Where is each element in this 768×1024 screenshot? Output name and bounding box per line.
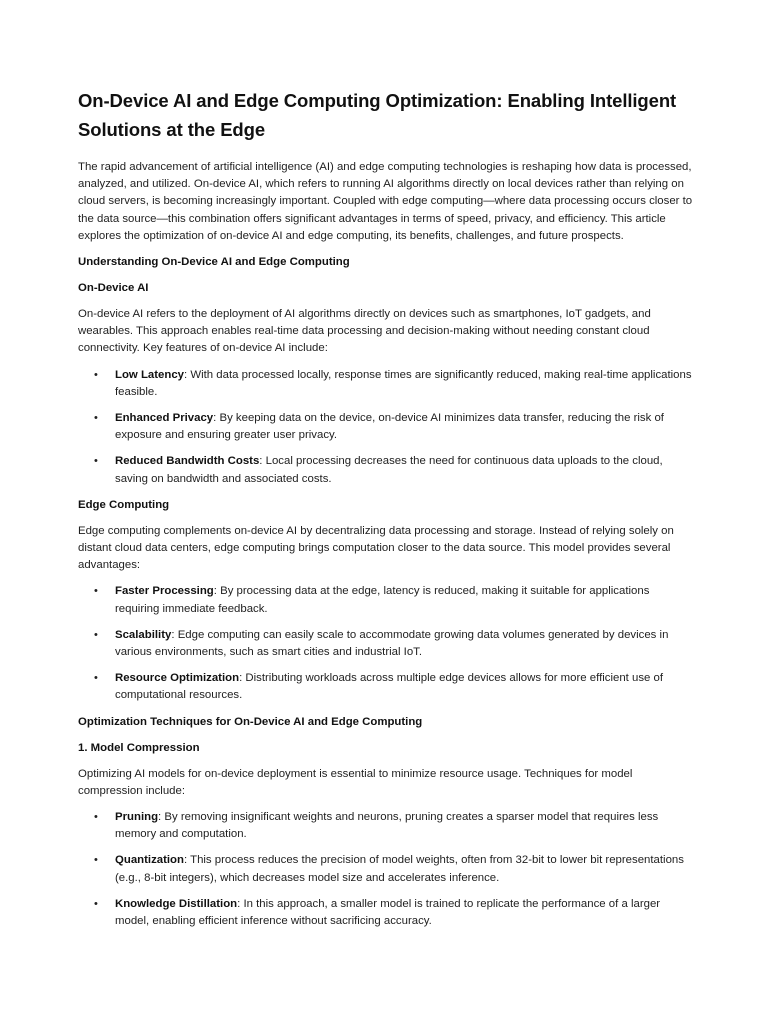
list-item-term: Resource Optimization (115, 672, 240, 685)
edge-computing-paragraph: Edge computing complements on-device AI by decentralizing data processing and storage. Instead of relying solely on distant cloud data centers, edge computing brings computation closer to the data source. This model provides several advantages: (78, 524, 674, 572)
section-heading-understanding: Understanding On-Device AI and Edge Computing (78, 256, 350, 269)
list-item (78, 627, 696, 661)
edge-computing-advantage-list (78, 583, 696, 704)
subheading-on-device-ai: On-Device AI (78, 282, 149, 295)
bullet-icon: • (94, 811, 98, 824)
list-item-description: : By removing insignificant weights and neurons, pruning creates a sparser model that requires less memory and computation. (115, 811, 659, 841)
list-item (78, 367, 696, 401)
model-compression-paragraph: Optimizing AI models for on-device deployment is essential to minimize resource usage. Techniques for model compression include: (78, 767, 633, 797)
model-compression-technique-list (78, 809, 696, 930)
list-item-description: : This process reduces the precision of model weights, often from 32-bit to lower bit representations (e.g., 8-bit integers), which decreases model size and accelerates inference. (115, 854, 684, 884)
on-device-ai-paragraph: On-device AI refers to the deployment of AI algorithms directly on devices such as smartphones, IoT gadgets, and wearables. This approach enables real-time data processing and decision-making without needing constant cloud connectivity. Key features of on-device AI include: (78, 308, 651, 355)
bullet-icon: • (94, 455, 98, 468)
list-item (78, 896, 696, 930)
list-item (78, 453, 696, 487)
list-item-description: : By processing data at the edge, latency is reduced, making it suitable for applications requiring immediate feedback. (115, 585, 650, 615)
on-device-ai-feature-list (78, 367, 696, 488)
list-item-description: : In this approach, a smaller model is trained to replicate the performance of a larger model, enabling efficient inference without sacrificing accuracy. (115, 897, 661, 928)
list-item (78, 670, 696, 704)
list-item-description: : Local processing decreases the need for continuous data uploads to the cloud, saving on bandwidth and associated costs. (115, 455, 663, 485)
bullet-icon: • (94, 368, 98, 381)
list-item-term: Low Latency (115, 368, 184, 381)
list-item-description: : Edge computing can easily scale to accommodate growing data volumes generated by devices in various environments, such as smart cities and industrial IoT. (115, 628, 669, 659)
bullet-icon: • (94, 672, 98, 685)
list-item-term: Faster Processing (115, 585, 214, 598)
list-item-term: Enhanced Privacy (115, 412, 214, 425)
document-title: On-Device AI and Edge Computing Optimization: Enabling Intelligent Solutions at the Edge (78, 90, 677, 140)
bullet-icon: • (94, 585, 98, 598)
list-item-description: : Distributing workloads across multiple edge devices allows for more efficient use of computational resources. (115, 672, 664, 702)
list-item (78, 852, 696, 886)
bullet-icon: • (94, 628, 98, 641)
list-item-term: Scalability (115, 628, 172, 641)
list-item-term: Quantization (115, 854, 184, 867)
list-item-term: Knowledge Distillation (115, 897, 238, 910)
list-item-description: : With data processed locally, response times are significantly reduced, making real-time applications feasible. (115, 368, 692, 398)
list-item (78, 583, 696, 617)
list-item-term: Reduced Bandwidth Costs (115, 455, 260, 468)
section-heading-optimization: Optimization Techniques for On-Device AI and Edge Computing (78, 715, 423, 728)
list-item-description: : By keeping data on the device, on-device AI minimizes data transfer, reducing the risk of exposure and ensuring greater user privacy. (115, 412, 664, 442)
bullet-icon: • (94, 897, 98, 910)
bullet-icon: • (94, 854, 98, 867)
list-item (78, 809, 696, 843)
subheading-edge-computing: Edge Computing (78, 498, 170, 511)
list-item-term: Pruning (115, 811, 159, 824)
list-item (78, 410, 696, 444)
subheading-model-compression: 1. Model Compression (78, 741, 200, 754)
bullet-icon: • (94, 412, 98, 425)
intro-paragraph: The rapid advancement of artificial intelligence (AI) and edge computing technologies is reshaping how data is processed, analyzed, and utilized. On-device AI, which refers to running AI algorithms directly on local devices rather than relying on cloud servers, is becoming increasingly important. Coupled with edge computing—where data processing occurs closer to the data source—this combination offers significant advantages in terms of speed, privacy, and efficiency. This article explores the optimization of on-device AI and edge computing, its benefits, challenges, and future prospects. (78, 161, 693, 242)
